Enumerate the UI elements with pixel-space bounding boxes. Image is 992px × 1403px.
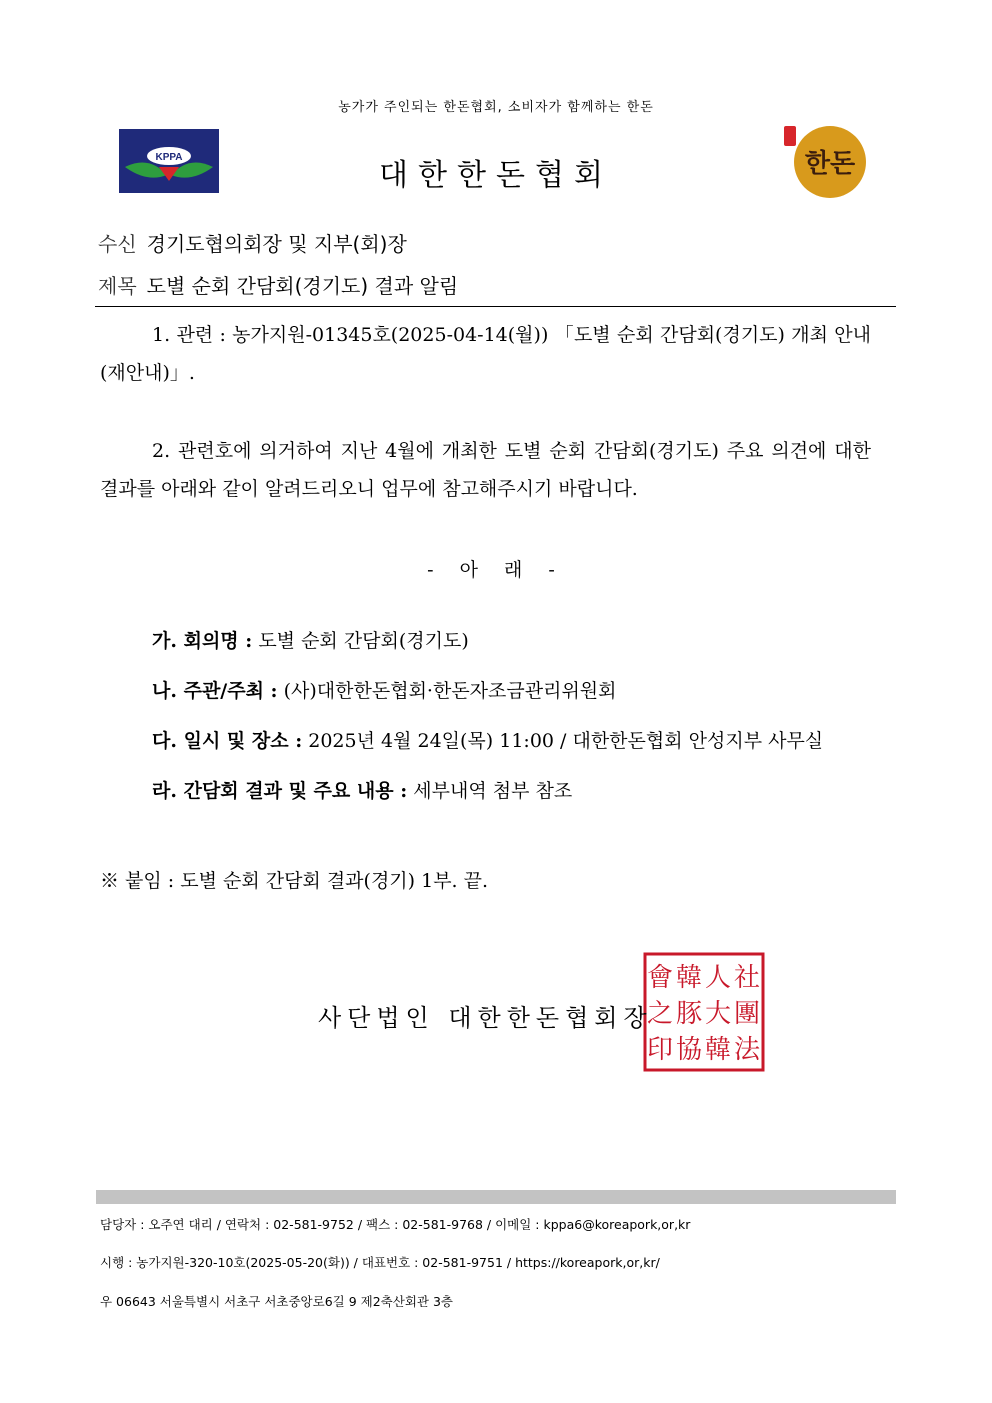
footer-doc-number: 시행 : 농가지원-320-10호(2025-05-20(화)) / 대표번호 : 02-581-9751 / https://koreapork,or,kr/ [100,1255,660,1270]
subject-label: 제목 [98,274,137,298]
item-label: 나. 주관/주최 : [152,680,278,702]
paragraph-2-text: 2. 관련호에 의거하여 지난 4월에 개최한 도별 순회 간담회(경기도) 주요 의견에 대한 결과를 아래와 같이 알려드리오니 업무에 참고해주시기 바랍니다. [100,440,871,500]
seal-character: 之 [646,999,674,1029]
seal-character: 社 [733,963,761,993]
seal-character: 團 [733,999,761,1029]
header-divider [95,306,896,307]
item-value: 2025년 4월 24일(목) 11:00 / 대한한돈협회 안성지부 사무실 [302,730,824,752]
item-value: 도별 순회 간담회(경기도) [252,630,469,652]
paragraph-2 [100,432,871,508]
official-seal [643,952,765,1072]
sender-name: 사단법인 대한한돈협회장 [318,1004,653,1032]
item-meeting-name [152,626,469,653]
item-label: 가. 회의명 : [152,630,253,652]
subject-value: 도별 순회 간담회(경기도) 결과 알림 [146,274,459,298]
attachment-note: ※ 붙임 : 도별 순회 간담회 결과(경기) 1부. 끝. [100,870,489,892]
seal-character: 會 [646,963,674,993]
item-date-place [152,726,823,753]
seal-character: 印 [646,1035,674,1065]
slogan: 농가가 주인되는 한돈협회, 소비자가 함께하는 한돈 [338,100,654,115]
item-results [152,776,572,803]
item-value: 세부내역 첨부 참조 [407,780,573,802]
below-heading: - 아 래 - [427,559,565,581]
recipient-row [98,228,407,257]
recipient-label: 수신 [98,232,137,256]
handon-logo [780,118,872,200]
seal-graphic [643,952,765,1072]
seal-character: 韓 [675,963,703,993]
handon-logo-graphic [780,118,872,200]
item-value: (사)대한한돈협회·한돈자조금관리위원회 [277,680,617,702]
seal-character: 法 [733,1035,761,1065]
footer-address: 우 06643 서울특별시 서초구 서초중앙로6길 9 제2축산회관 3층 [100,1294,453,1309]
kppa-logo-text: KPPA [155,152,183,163]
org-title: 대한한돈협회 [379,158,613,193]
seal-character: 大 [704,999,732,1029]
paragraph-1-text: 1. 관련 : 농가지원-01345호(2025-04-14(월)) 「도별 순회 간담회(경기도) 개최 안내(재안내)」. [100,324,871,384]
item-organizer [152,676,617,703]
footer-contact: 담당자 : 오주연 대리 / 연락처 : 02-581-9752 / 팩스 : 02-581-9768 / 이메일 : kppa6@koreapork,or,kr [100,1217,691,1232]
seal-character: 韓 [704,1035,732,1065]
handon-logo-text: 한돈 [804,149,856,179]
seal-character: 協 [675,1035,703,1065]
item-label: 다. 일시 및 장소 : [152,730,303,752]
subject-row [98,270,458,299]
item-label: 라. 간담회 결과 및 주요 내용 : [152,780,408,802]
footer-bar [96,1190,896,1204]
paragraph-1 [100,316,871,392]
seal-character: 豚 [675,999,703,1029]
seal-character: 人 [704,963,732,993]
recipient-value: 경기도협의회장 및 지부(회)장 [146,232,407,256]
